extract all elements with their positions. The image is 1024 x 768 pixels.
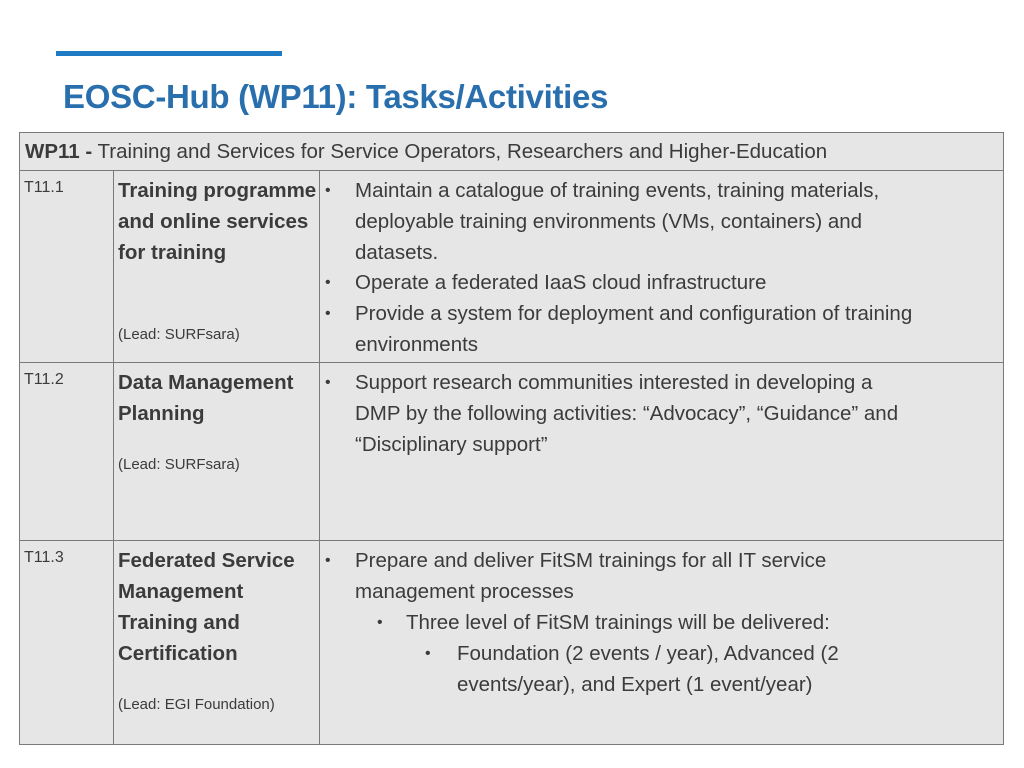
- bullet-line: Maintain a catalogue of training events, training materials,: [355, 179, 880, 202]
- header-wp-title: Training and Services for Service Operators, Researchers and Higher-Education: [92, 140, 828, 163]
- task-name: Training programme and online services for training: [118, 179, 317, 264]
- task-id-cell: [20, 171, 114, 362]
- page-title: EOSC-Hub (WP11): Tasks/Activities: [63, 78, 609, 115]
- bullet-line: DMP by the following activities: “Advocacy”, “Guidance” and: [355, 402, 899, 425]
- bullet-icon: •: [325, 274, 331, 291]
- sub-bullet-icon: •: [377, 614, 383, 631]
- task-name-cell: [114, 541, 320, 744]
- task-id: T11.3: [24, 549, 64, 566]
- task-id: T11.1: [24, 179, 64, 196]
- table-row-t11-1: [20, 171, 1003, 363]
- task-lead: (Lead: SURFsara): [118, 326, 240, 343]
- task-lead: (Lead: SURFsara): [118, 456, 240, 473]
- bullet-icon: •: [325, 305, 331, 322]
- activity-bullet: [355, 545, 826, 607]
- bullet-icon: •: [325, 374, 331, 391]
- task-name-cell: [114, 171, 320, 362]
- bullet-line: events/year), and Expert (1 event/year): [457, 673, 813, 696]
- bullet-line: “Disciplinary support”: [355, 433, 548, 456]
- bullet-icon: •: [325, 182, 331, 199]
- activity-bullet: [355, 367, 898, 460]
- table-header: [20, 133, 1003, 171]
- bullet-line: environments: [355, 333, 479, 356]
- task-id-cell: [20, 541, 114, 744]
- activity-bullet: [355, 267, 766, 298]
- table-row-t11-2: [20, 363, 1003, 541]
- header-wp-label: WP11 -: [25, 140, 93, 163]
- activity-bullet: [355, 298, 912, 360]
- bullet-line: deployable training environments (VMs, containers) and: [355, 210, 863, 233]
- task-id-cell: [20, 363, 114, 540]
- tasks-table: [19, 132, 1004, 745]
- bullet-line: Support research communities interested in developing a: [355, 371, 873, 394]
- task-name: Federated Service Management Training and Certification: [118, 549, 295, 665]
- table-row-t11-3: [20, 541, 1003, 744]
- task-activities-cell: [320, 541, 1003, 744]
- task-lead: (Lead: EGI Foundation): [118, 696, 275, 713]
- task-name-cell: [114, 363, 320, 540]
- activity-sub-bullet: Three level of FitSM trainings will be delivered:: [406, 611, 830, 634]
- bullet-line: Operate a federated IaaS cloud infrastructure: [355, 271, 767, 294]
- sub-sub-bullet-icon: •: [425, 645, 431, 662]
- bullet-line: Prepare and deliver FitSM trainings for all IT service: [355, 549, 827, 572]
- bullet-line: Foundation (2 events / year), Advanced (2: [457, 642, 839, 665]
- activity-bullet: [355, 175, 879, 268]
- bullet-icon: •: [325, 552, 331, 569]
- bullet-line: Provide a system for deployment and configuration of training: [355, 302, 913, 325]
- bullet-line: management processes: [355, 580, 574, 603]
- task-activities-cell: [320, 363, 1003, 540]
- task-name: Data Management Planning: [118, 371, 294, 425]
- title-accent-bar: [56, 51, 282, 56]
- activity-sub-sub-bullet: [457, 638, 839, 700]
- task-activities-cell: [320, 171, 1003, 362]
- task-id: T11.2: [24, 371, 64, 388]
- bullet-line: datasets.: [355, 241, 439, 264]
